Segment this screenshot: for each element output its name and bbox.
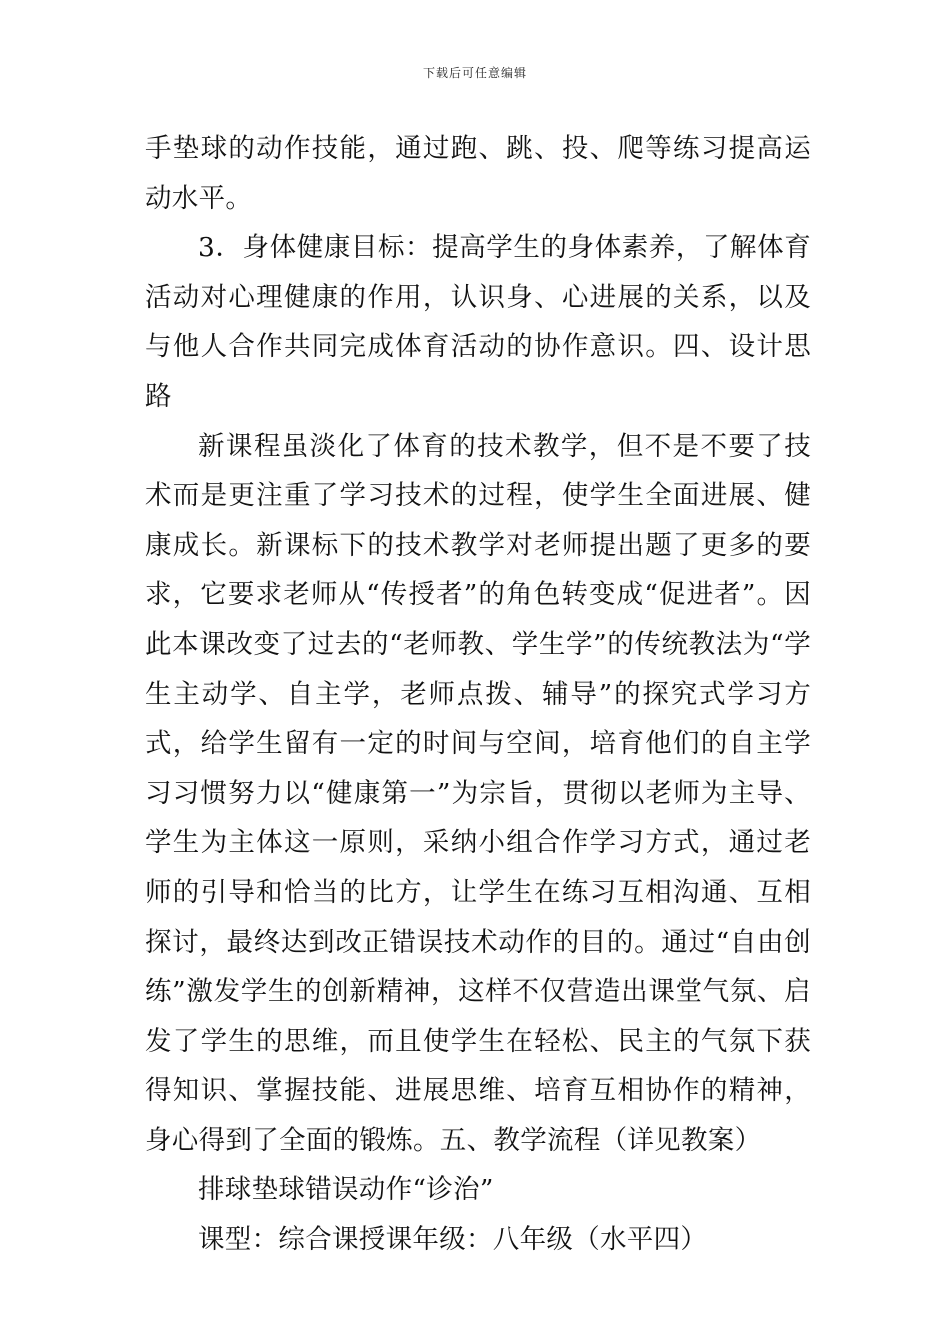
paragraph-design-ideas: 新课程虽淡化了体育的技术教学，但不是不要了技术而是更注重了学习技术的过程，使学生全面进展、健康成长。新课标下的技术教学对老师提出题了更多的要求，它要求老师从“传授者”的角色转变成“促进者”。因此本课改变了过去的“老师教、学生学”的传统教法为“学生主动学、自主学，老师点拨、辅导”的探究式学习方式，给学生留有一定的时间与空间，培育他们的自主学习习惯努力以“健康第一”为宗旨，贯彻以老师为主导、学生为主体这一原则，采纳小组合作学习方式，通过老师的引导和恰当的比方，让学生在练习互相沟通、互相探讨，最终达到改正错误技术动作的目的。通过“自由创练”激发学生的创新精神，这样不仅营造出课堂气氛、启发了学生的思维，而且使学生在轻松、民主的气氛下获得知识、掌握技能、进展思维、培育互相协作的精神，身心得到了全面的锻炼。五、教学流程（详见教案） xyxy=(145,430,811,1156)
lesson-type-grade: 课型：综合课授课年级：八年级（水平四） xyxy=(198,1224,708,1256)
page-header: 下载后可任意编辑 xyxy=(422,66,527,80)
document-body xyxy=(145,124,811,1265)
paragraph-skills-continuation: 手垫球的动作技能，通过跑、跳、投、爬等练习提高运动水平。 xyxy=(145,133,811,214)
paragraph-health-goal: 3．身体健康目标：提高学生的身体素养，了解体育活动对心理健康的作用，认识身、心进展的关系，以及与他人合作共同完成体育活动的协作意识。四、设计思路 xyxy=(145,232,811,412)
lesson-title: 排球垫球错误动作“诊治” xyxy=(198,1174,494,1206)
